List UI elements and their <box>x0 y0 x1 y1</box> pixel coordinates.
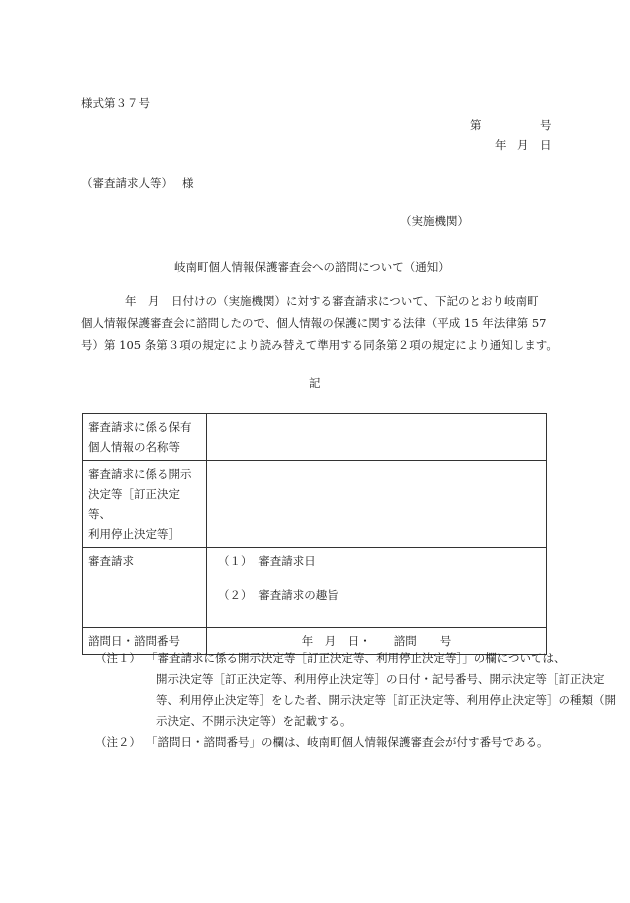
date-day: 日 <box>540 138 552 152</box>
notes <box>95 648 616 753</box>
doc-number-prefix: 第 <box>470 118 482 132</box>
row-value-disclosure-decision <box>207 461 547 548</box>
note-line: 等、利用停止決定等］をした者、開示決定等［訂正決定等、利用停止決定等］の種類（開 <box>156 693 616 707</box>
request-table <box>82 413 547 655</box>
body-line: 個人情報保護審査会に諮問したので、個人情報の保護に関する法律（平成 15 年法律第 57 <box>81 316 547 330</box>
request-date-item: （１） 審査請求日 <box>218 554 316 568</box>
addressee-honorific: 様 <box>182 176 194 190</box>
doc-number-suffix: 号 <box>540 118 552 132</box>
sender: （実施機関） <box>400 214 469 228</box>
note-2 <box>95 732 555 753</box>
request-purpose-item: （２） 審査請求の趣旨 <box>218 588 339 602</box>
body-line: 年 月 日付けの（実施機関）に対する審査請求について、下記のとおり岐南町 <box>125 294 539 308</box>
row-label-request: 審査請求 <box>83 548 207 628</box>
row-label-disclosure-decision: 審査請求に係る開示 決定等［訂正決定等、 利用停止決定等］ <box>83 461 207 548</box>
note-line: 「審査請求に係る開示決定等［訂正決定等、利用停止決定等］」の欄については、 <box>146 651 566 665</box>
note-line: 開示決定等［訂正決定等、利用停止決定等］の日付・記号番号、開示決定等［訂正決定 <box>156 672 605 686</box>
ki-heading: 記 <box>309 376 321 390</box>
row-value-request <box>207 548 547 628</box>
note-tag: （注１） <box>95 651 141 665</box>
table-row <box>83 461 547 548</box>
date-month: 月 <box>517 138 529 152</box>
table-row <box>83 414 547 461</box>
form-number: 様式第３７号 <box>81 96 150 110</box>
body-text <box>81 290 558 356</box>
note-line: 「諮問日・諮問番号」の欄は、岐南町個人情報保護審査会が付す番号である。 <box>146 735 549 749</box>
date-year: 年 <box>495 138 507 152</box>
row-label-record-name: 審査請求に係る保有 個人情報の名称等 <box>83 414 207 461</box>
row-value-inquiry: 年 月 日・ 諮問 号 <box>207 628 547 655</box>
row-value-record-name <box>207 414 547 461</box>
row-label-inquiry: 諮問日・諮問番号 <box>83 628 207 655</box>
note-line: 示決定、不開示決定等）を記載する。 <box>156 714 352 728</box>
note-tag: （注２） <box>95 735 141 749</box>
note-1 <box>95 648 616 732</box>
document-title: 岐南町個人情報保護審査会への諮問について（通知） <box>174 260 450 274</box>
table-row <box>83 548 547 628</box>
addressee-name: （審査請求人等） <box>81 176 173 190</box>
body-line: 号）第 105 条第３項の規定により読み替えて準用する同条第２項の規定により通知します。 <box>81 338 558 352</box>
